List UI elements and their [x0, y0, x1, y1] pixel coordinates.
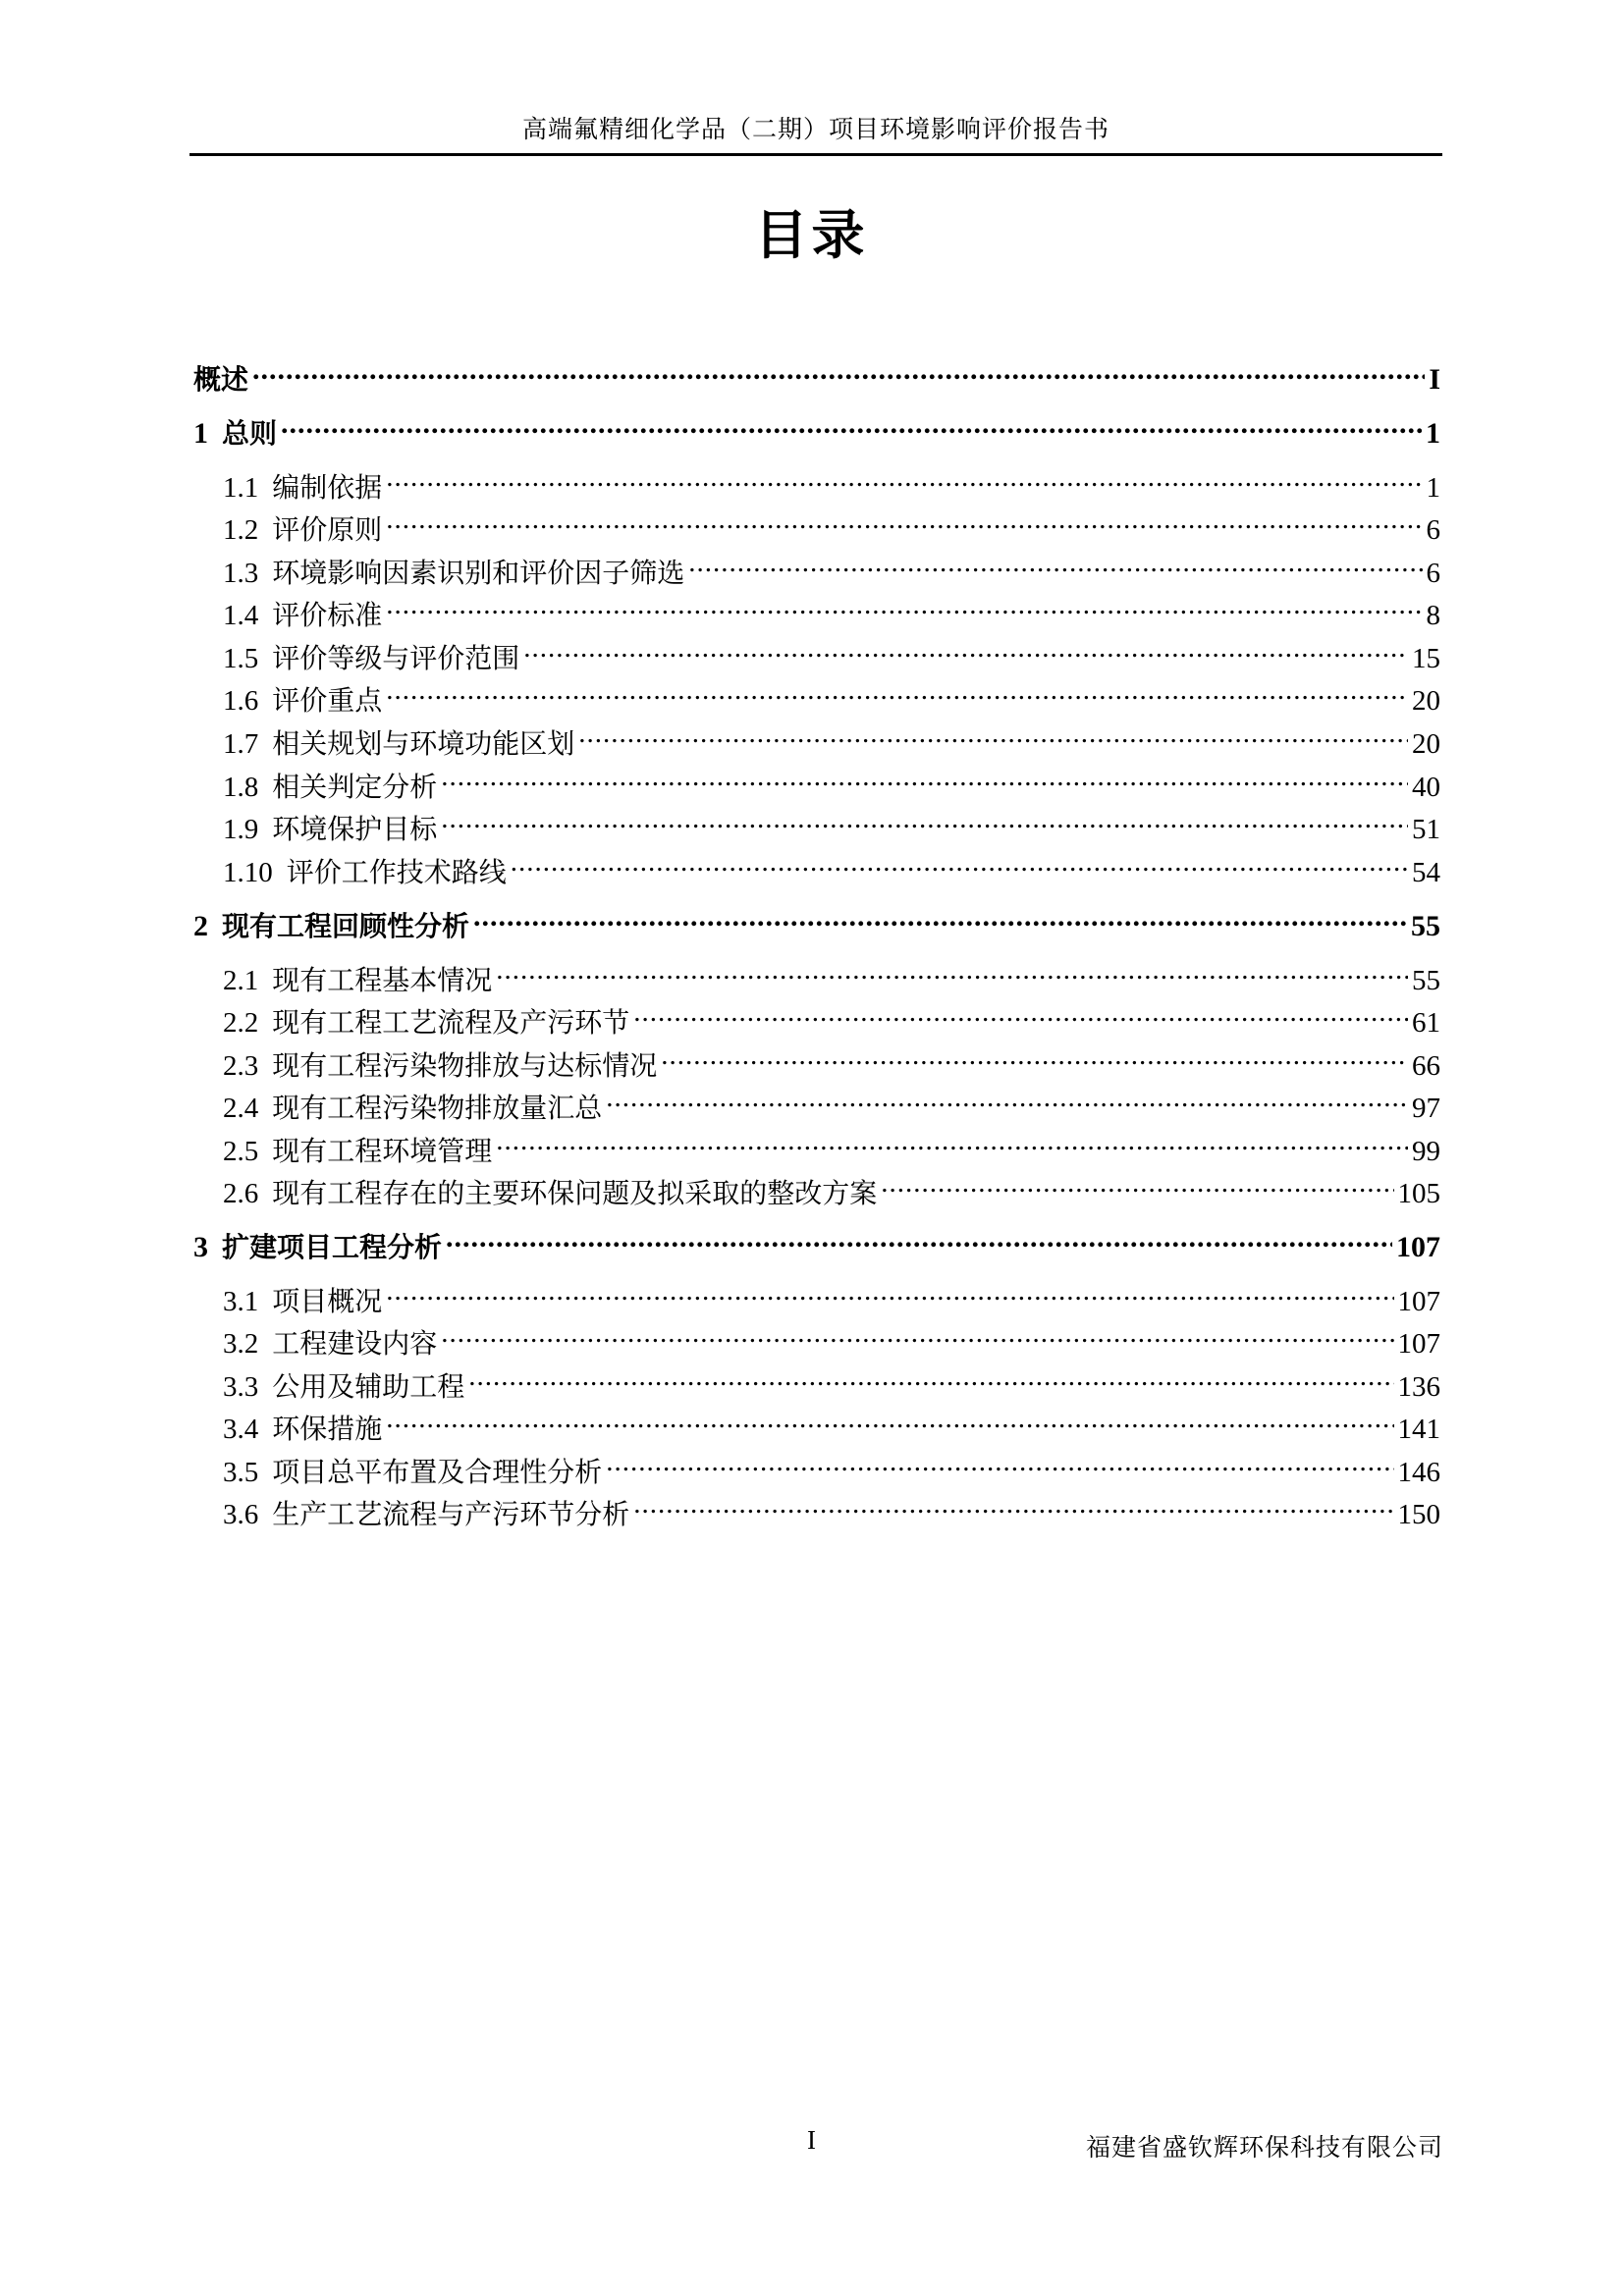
toc-entry[interactable] [223, 1170, 1440, 1217]
toc-entry[interactable] [223, 507, 1440, 554]
toc-entry-page: 54 [1412, 857, 1440, 888]
toc-entry-number: 3.4 [223, 1414, 259, 1445]
toc-entry-page: 141 [1397, 1414, 1440, 1445]
toc-entry-number: 2.6 [223, 1178, 259, 1209]
toc-entry-label: 现有工程存在的主要环保问题及拟采取的整改方案 [272, 1177, 878, 1209]
toc-entry-label: 相关规划与环境功能区划 [272, 727, 575, 760]
toc-entry-number: 2.2 [223, 1007, 259, 1039]
toc-entry-page: 1 [1426, 472, 1440, 504]
running-header: 高端氟精细化学品（二期）项目环境影响评价报告书 [189, 108, 1442, 156]
toc-entry-page: 107 [1397, 1328, 1440, 1360]
toc-entry[interactable] [223, 1491, 1440, 1538]
toc-dot-leader [386, 681, 1408, 710]
toc-dot-leader [446, 1227, 1392, 1256]
toc-dot-leader [661, 1046, 1408, 1075]
toc-dot-leader [386, 468, 1422, 497]
toc-entry[interactable] [223, 721, 1440, 768]
toc-entry-number: 2.1 [223, 965, 259, 996]
toc-entry-number: 1.2 [223, 514, 259, 546]
toc-entry-page: 51 [1412, 814, 1440, 845]
toc-entry-number: 2.3 [223, 1050, 259, 1082]
toc-entry-page: 40 [1412, 772, 1440, 803]
toc-entry[interactable] [223, 1278, 1440, 1325]
toc-entry-label: 现有工程污染物排放与达标情况 [272, 1049, 658, 1082]
toc-entry-page: 55 [1412, 965, 1440, 996]
toc-dot-leader [441, 768, 1408, 796]
toc-entry-number: 1.10 [223, 857, 273, 888]
toc-entry-label: 现有工程回顾性分析 [222, 910, 470, 942]
toc-entry[interactable] [223, 592, 1440, 639]
toc-entry[interactable] [223, 806, 1440, 853]
toc-dot-leader [606, 1089, 1408, 1117]
toc-entry-number: 1.3 [223, 558, 259, 589]
toc-entry-page: 136 [1397, 1371, 1440, 1403]
toc-entry-number: 1.7 [223, 728, 259, 760]
toc-entry-label: 现有工程污染物排放量汇总 [272, 1092, 603, 1124]
toc-entry-number: 3 [193, 1231, 208, 1263]
toc-entry-number: 1.8 [223, 772, 259, 803]
toc-entry-page: 105 [1397, 1178, 1440, 1209]
toc-entry-label: 现有工程环境管理 [272, 1135, 493, 1167]
toc-entry-page: 61 [1412, 1007, 1440, 1039]
toc-entry-page: 55 [1411, 910, 1440, 942]
toc-entry-number: 2.4 [223, 1093, 259, 1124]
toc-entry-page: 107 [1396, 1231, 1440, 1263]
toc-entry-label: 扩建项目工程分析 [222, 1231, 443, 1263]
toc-entry-label: 现有工程基本情况 [272, 964, 493, 996]
toc-dot-leader [281, 413, 1422, 443]
toc-entry[interactable] [223, 1320, 1440, 1367]
toc-entry-number: 3.6 [223, 1499, 259, 1530]
toc-dot-leader [386, 596, 1422, 624]
toc-entry-number: 3.2 [223, 1328, 259, 1360]
toc-dot-leader [386, 1282, 1393, 1310]
toc-entry-label: 工程建设内容 [272, 1327, 438, 1360]
toc-entry-label: 项目概况 [272, 1285, 383, 1317]
toc-entry[interactable] [193, 903, 1440, 950]
toc-dot-leader [473, 906, 1407, 935]
toc-entry-label: 概述 [193, 363, 249, 396]
toc-entry-page: I [1429, 363, 1440, 396]
toc-entry-label: 相关判定分析 [272, 771, 438, 803]
toc-entry[interactable] [223, 999, 1440, 1046]
toc-dot-leader [496, 961, 1408, 989]
toc-entry-number: 1.4 [223, 600, 259, 631]
toc-entry-page: 1 [1426, 417, 1440, 450]
toc-entry-page: 146 [1397, 1457, 1440, 1488]
toc-entry-label: 环境保护目标 [272, 813, 438, 845]
toc-dot-leader [633, 1003, 1408, 1032]
toc-dot-leader [252, 359, 1425, 389]
toc-dot-leader [386, 510, 1422, 539]
toc-entry[interactable] [223, 1363, 1440, 1411]
toc-entry-label: 公用及辅助工程 [272, 1370, 465, 1403]
toc-entry-page: 20 [1412, 685, 1440, 717]
toc-dot-leader [441, 810, 1408, 838]
toc-entry-number: 3.5 [223, 1457, 259, 1488]
toc-entry-page: 107 [1397, 1286, 1440, 1317]
toc-entry-label: 环境影响因素识别和评价因子筛选 [272, 557, 685, 589]
toc-entry-number: 2 [193, 910, 208, 942]
toc-entry[interactable] [193, 410, 1440, 457]
toc-entry-label: 评价等级与评价范围 [272, 642, 520, 674]
toc-entry-page: 99 [1412, 1136, 1440, 1167]
toc-entry[interactable] [193, 356, 1440, 403]
toc-entry[interactable] [223, 957, 1440, 1004]
page-number: I [807, 2125, 816, 2155]
toc-entry-number: 1.1 [223, 472, 259, 504]
toc-entry-page: 66 [1412, 1050, 1440, 1082]
toc-entry-label: 生产工艺流程与产污环节分析 [272, 1498, 630, 1530]
page-title: 目录 [754, 204, 869, 266]
toc-entry-number: 3.1 [223, 1286, 259, 1317]
toc-entry[interactable] [223, 635, 1440, 682]
toc-entry-number: 1.9 [223, 814, 259, 845]
toc-entry-label: 环保措施 [272, 1413, 383, 1445]
toc-entry-number: 1.5 [223, 643, 259, 674]
toc-entry[interactable] [223, 550, 1440, 597]
toc-entry-label: 项目总平布置及合理性分析 [272, 1456, 603, 1488]
toc-entry-page: 15 [1412, 643, 1440, 674]
toc-entry-label: 评价工作技术路线 [286, 856, 507, 888]
toc-entry-page: 150 [1397, 1499, 1440, 1530]
toc-entry[interactable] [223, 464, 1440, 511]
toc-dot-leader [468, 1367, 1393, 1396]
toc-entry-number: 3.3 [223, 1371, 259, 1403]
toc-dot-leader [386, 1410, 1393, 1438]
toc-entry[interactable] [223, 1042, 1440, 1090]
toc-dot-leader [578, 724, 1408, 753]
toc-entry-label: 评价重点 [272, 684, 383, 717]
toc-dot-leader [511, 853, 1408, 881]
toc-entry-page: 6 [1426, 558, 1440, 589]
toc-entry-number: 1.6 [223, 685, 259, 717]
toc-entry-page: 20 [1412, 728, 1440, 760]
toc-entry-page: 8 [1426, 600, 1440, 631]
toc-entry[interactable] [223, 764, 1440, 811]
toc-dot-leader [881, 1174, 1393, 1202]
toc-entry-label: 评价标准 [272, 599, 383, 631]
toc-entry[interactable] [193, 1224, 1440, 1271]
toc-dot-leader [441, 1324, 1393, 1353]
toc-entry-page: 97 [1412, 1093, 1440, 1124]
toc-entry[interactable] [223, 1406, 1440, 1453]
toc-dot-leader [633, 1495, 1393, 1523]
toc-entry[interactable] [223, 677, 1440, 724]
toc-entry-page: 6 [1426, 514, 1440, 546]
toc-entry-label: 评价原则 [272, 513, 383, 546]
toc-dot-leader [688, 554, 1422, 582]
toc-entry-number: 1 [193, 417, 208, 450]
toc-dot-leader [496, 1132, 1408, 1160]
toc-entry[interactable] [223, 1128, 1440, 1175]
toc-dot-leader [523, 639, 1408, 667]
toc-entry-label: 编制依据 [272, 471, 383, 504]
toc-entry[interactable] [223, 1449, 1440, 1496]
toc-entry[interactable] [223, 1085, 1440, 1132]
company-name: 福建省盛钦辉环保科技有限公司 [1085, 2133, 1443, 2162]
toc-entry-label: 总则 [222, 417, 278, 450]
toc-dot-leader [606, 1453, 1393, 1481]
toc-entry[interactable] [223, 849, 1440, 896]
toc-entry-number: 2.5 [223, 1136, 259, 1167]
toc-entry-label: 现有工程工艺流程及产污环节 [272, 1006, 630, 1039]
